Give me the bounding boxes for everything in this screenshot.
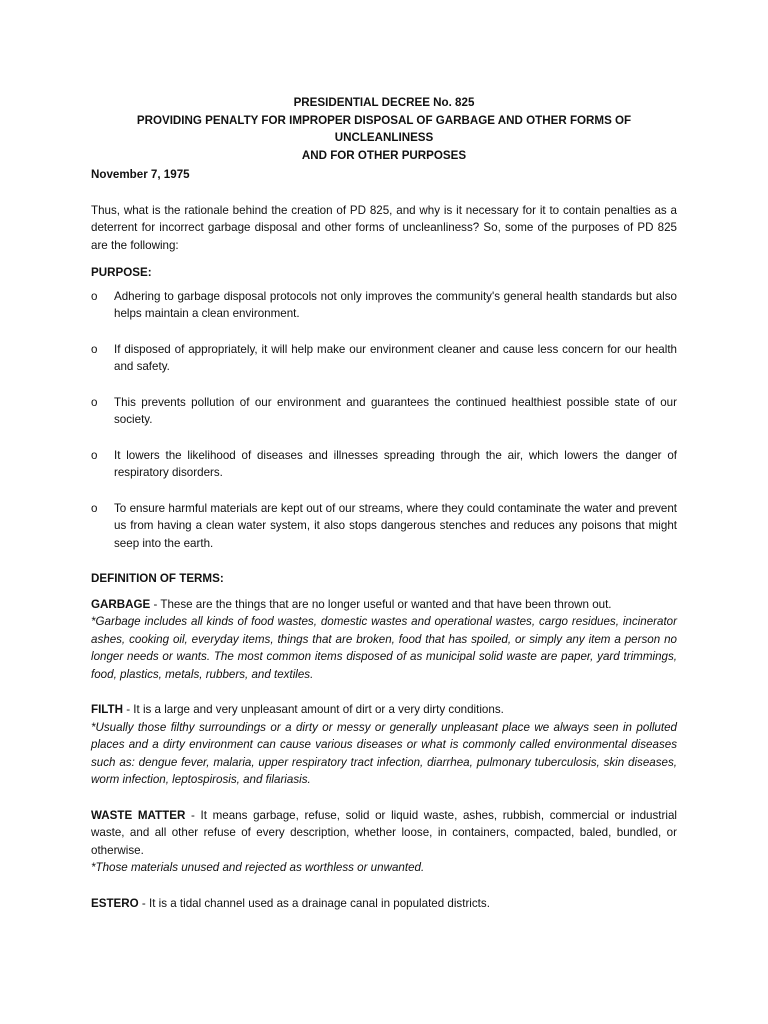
bullet-icon: o: [91, 342, 98, 356]
list-item: [91, 288, 677, 323]
term-name: ESTERO: [91, 896, 139, 910]
term-definition: - It is a tidal channel used as a drainage canal in populated districts.: [138, 896, 490, 910]
purpose-text: Adhering to garbage disposal protocols not only improves the community's general health standards but also helps maintain a clean environment.: [114, 289, 677, 320]
term-definition: - It is a large and very unpleasant amount of dirt or a very dirty conditions.: [122, 703, 504, 716]
decree-date: November 7, 1975: [91, 168, 190, 181]
title-line-subject-end: AND FOR OTHER PURPOSES: [301, 148, 467, 162]
term-definition: - It means garbage, refuse, solid or liquid waste, ashes, rubbish, commercial or industrial waste, and all other refuse of every description, whether loose, in containers, compacted, baled, bundled, or otherwise.: [91, 808, 677, 857]
term-name: GARBAGE: [91, 597, 151, 611]
title-line-decree: PRESIDENTIAL DECREE No. 825: [293, 96, 475, 109]
term-name: WASTE MATTER: [91, 808, 186, 822]
list-item: [91, 500, 677, 553]
intro-paragraph: Thus, what is the rationale behind the creation of PD 825, and why is it necessary for it to contain penalties as a deterrent for incorrect garbage disposal and other forms of uncleanliness? So, some of the purposes of PD 825 are the following:: [91, 203, 677, 252]
bullet-icon: o: [91, 501, 98, 515]
bullet-icon: o: [91, 395, 98, 409]
purpose-text: If disposed of appropriately, it will help make our environment cleaner and cause less concern for our health and safety.: [114, 342, 677, 373]
term-estero: [91, 895, 677, 913]
term-garbage: [91, 596, 677, 684]
term-name: FILTH: [91, 703, 123, 716]
bullet-icon: o: [91, 448, 98, 462]
list-item: [91, 447, 677, 482]
term-note: *Usually those filthy surroundings or a dirty or messy or generally unpleasant place we always seen in polluted places and a dirty environment can cause various diseases or what is commonly called environmental diseases such as: dengue fever, malaria, upper respiratory tract infection, diarrhea, pulmonary tuberculosis, skin diseases, worm infection, leptospirosis, and filariasis.: [91, 720, 677, 786]
list-item: [91, 394, 677, 429]
definitions-heading: DEFINITION OF TERMS:: [91, 572, 224, 585]
title-line-subject: PROVIDING PENALTY FOR IMPROPER DISPOSAL OF GARBAGE AND OTHER FORMS OF UNCLEANLINESS: [136, 113, 632, 144]
purpose-text: To ensure harmful materials are kept out of our streams, where they could contaminate the water and prevent us from having a clean water system, it also stops dangerous stenches and reduces any poisons that might seep into the earth.: [114, 501, 677, 550]
purpose-text: This prevents pollution of our environment and guarantees the continued healthiest possible state of our society.: [114, 395, 677, 426]
term-waste-matter: [91, 807, 677, 877]
purpose-text: It lowers the likelihood of diseases and illnesses spreading through the air, which lowers the danger of respiratory disorders.: [114, 448, 677, 479]
purpose-list: [91, 288, 677, 553]
term-filth: [91, 701, 677, 789]
purpose-heading: PURPOSE:: [91, 266, 152, 279]
document-title: [91, 94, 677, 164]
term-note: *Those materials unused and rejected as worthless or unwanted.: [91, 861, 425, 874]
list-item: [91, 341, 677, 376]
term-definition: - These are the things that are no longer useful or wanted and that have been thrown out.: [150, 597, 612, 611]
term-note: *Garbage includes all kinds of food wastes, domestic wastes and operational wastes, cargo residues, incinerator ashes, cooking oil, everyday items, things that are broken, food that has spoiled, or simply any item a person no longer needs or wants. The most common items disposed of as municipal solid waste are paper, yard trimmings, food, plastics, metals, rubbers, and textiles.: [91, 615, 677, 681]
bullet-icon: o: [91, 289, 98, 303]
